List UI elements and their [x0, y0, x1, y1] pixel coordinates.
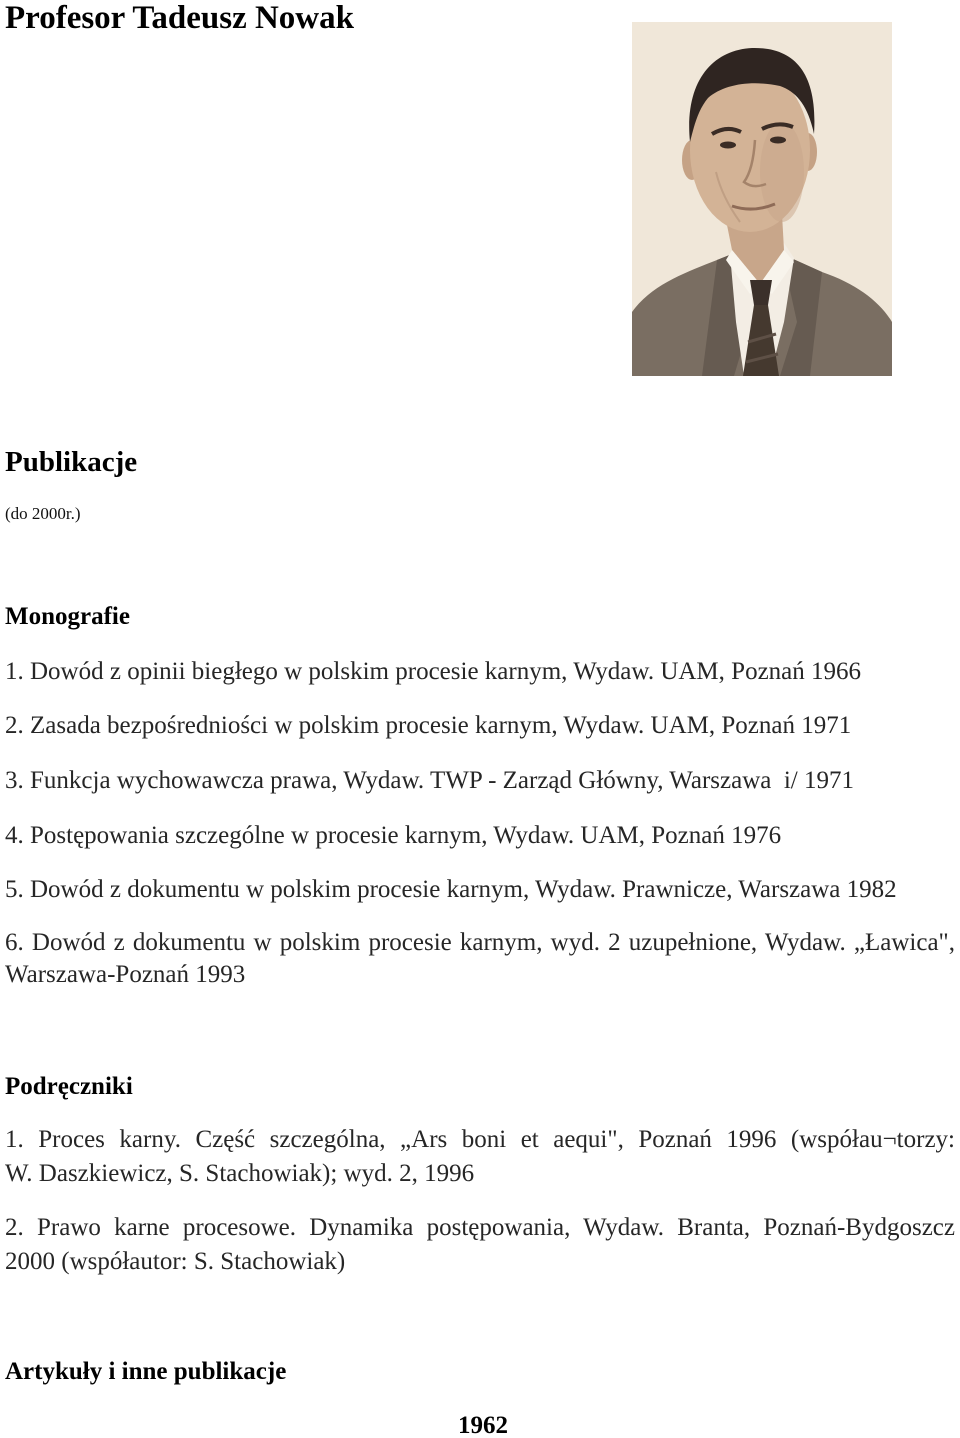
item-line: 6. Dowód z dokumentu w polskim procesie karnym, wyd. 2 uzupełnione, Wydaw. „Ławica", — [5, 929, 955, 956]
year-heading: 1962 — [458, 1412, 508, 1438]
item-line: 4. Postępowania szczególne w procesie karnym, Wydaw. UAM, Poznań 1976 — [5, 822, 782, 849]
monografie-item-5 — [5, 873, 955, 906]
item-line: 2. Zasada bezpośredniości w polskim procesie karnym, Wydaw. UAM, Poznań 1971 — [5, 712, 852, 739]
monografie-item-4 — [5, 819, 955, 852]
publications-heading: Publikacje — [5, 446, 138, 478]
podreczniki-item-1 — [5, 1123, 955, 1191]
portrait-photo — [632, 22, 892, 376]
monografie-item-2 — [5, 709, 955, 742]
item-line: 5. Dowód z dokumentu w polskim procesie karnym, Wydaw. Prawnicze, Warszawa 1982 — [5, 876, 897, 903]
monografie-item-1 — [5, 655, 955, 688]
item-line: 2. Prawo karne procesowe. Dynamika postępowania, Wydaw. Branta, Poznań-Bydgoszcz — [5, 1214, 955, 1241]
portrait-image — [632, 22, 892, 376]
item-line: 2000 (współautor: S. Stachowiak) — [5, 1248, 346, 1275]
podreczniki-item-2 — [5, 1211, 955, 1279]
item-line: 1. Proces karny. Część szczególna, „Ars boni et aequi", Poznań 1996 (współau¬torzy: — [5, 1126, 955, 1153]
monografie-item-6 — [5, 927, 955, 991]
publications-note: (do 2000r.) — [5, 504, 81, 523]
artykuly-heading: Artykuły i inne publikacje — [5, 1358, 287, 1385]
item-line: 3. Funkcja wychowawcza prawa, Wydaw. TWP - Zarząd Główny, Warszawa i/ 1971 — [5, 767, 854, 794]
monografie-heading: Monografie — [5, 603, 130, 630]
item-line: Warszawa-Poznań 1993 — [5, 961, 246, 988]
page-title: Profesor Tadeusz Nowak — [5, 0, 354, 36]
monografie-item-3 — [5, 764, 955, 797]
item-line: 1. Dowód z opinii biegłego w polskim procesie karnym, Wydaw. UAM, Poznań 1966 — [5, 658, 862, 685]
item-line: W. Daszkiewicz, S. Stachowiak); wyd. 2, 1996 — [5, 1160, 475, 1187]
podreczniki-heading: Podręczniki — [5, 1073, 133, 1100]
